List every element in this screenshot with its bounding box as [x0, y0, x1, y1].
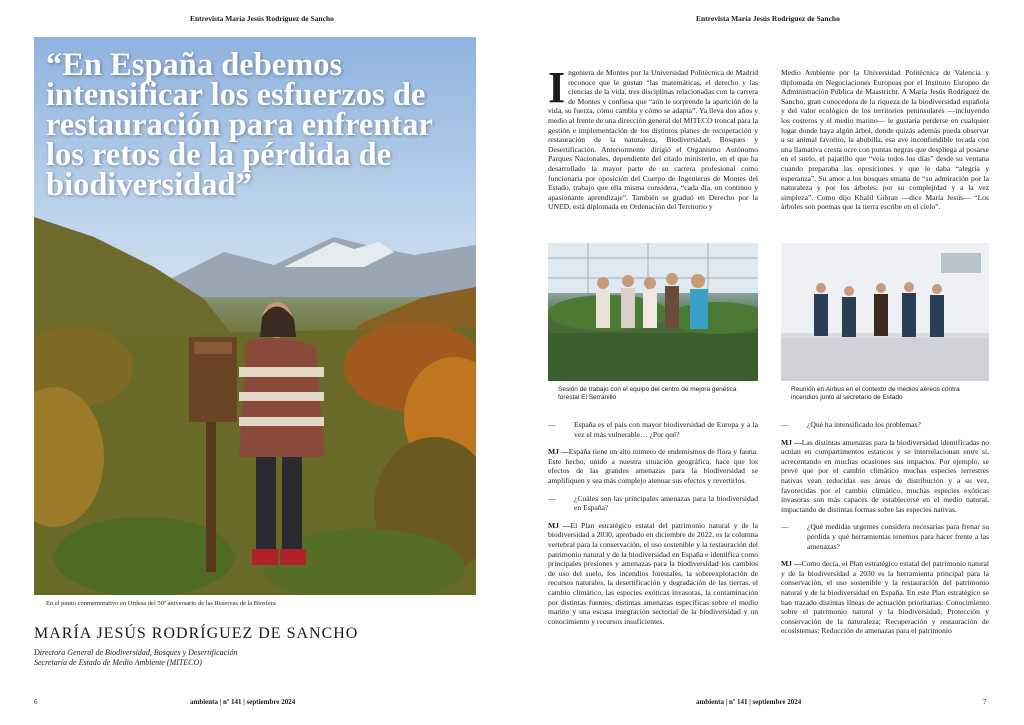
footer-right: ambienta | nº 141 | septiembre 2024: [696, 698, 802, 706]
answer-3: MJ —Las distintas amenazas para la biodiversidad identificadas no actúan en compartimentos estancos y se interrelacionan entre sí, acrecentando en muchas ocasiones sus impactos. Por ejemplo, se prevé que por el cambio climático muchas especies terrestres nativas vean reducidas sus áreas de distribución y a su vez, favorecidas por el cambio climático, muchas especies exóticas invasoras son más capaces de establecerse en el medio natural, impactando de distintas formas sobre las especies nativas.: [781, 437, 989, 514]
running-header-left: Entrevista María Jesús Rodríguez de Sancho: [190, 14, 334, 23]
answer-4: MJ —Como decía, el Plan estratégico estatal del patrimonio natural y de la biodiversidad a 2030 es la herramienta principal para la conservación, el uso sostenible y la restauración del patrimonio natural y de la biodiversidad en España. En este Plan estratégico se han trazado distintas líneas de actuación prioritarias: Conocimiento sobre el patrimonio natural y la biodiversidad; Protección y conservación de la naturaleza; Recuperación y restauración de ecosistemas; Reducción de amenazas para el patrimonio: [781, 559, 989, 636]
qa-column-1: [548, 420, 758, 626]
question-3: — ¿Qué ha intensificado los problemas?: [781, 420, 921, 429]
photo-caption-left: Sesión de trabajo con el equipo del centro de mejora genética forestal El Serranillo: [558, 386, 737, 401]
hero-caption: En el punto conmemorativo en Ordesa del 50º aniversario de las Reservas de la Biosfera: [46, 600, 276, 607]
question-4: — ¿Qué medidas urgentes considera necesarias para frenar su pérdida y qué herramientas tenemos para hacer frente a las amenazas?: [781, 522, 989, 551]
intro-column-1: [548, 63, 758, 212]
qa-column-2: [781, 420, 989, 636]
interviewee-name: MARÍA JESÚS RODRÍGUEZ DE SANCHO: [34, 625, 359, 642]
answer-2: MJ —El Plan estratégico estatal del patrimonio natural y de la biodiversidad a 2030, aprobado en diciembre de 2022, es la columna vertebral para la conservación, el uso sostenible y la restauración del patrimonio natural y de la biodiversidad en España e identifica como principales presiones y amenazas para la biodiversidad los cambios de uso del suelo, los incendios forestales, la sobreexplotación de recursos naturales, la desertificación y degradación de las tierras, el cambio climático, las especies exóticas invasoras, la contaminación por distintas fuentes, distintas amenazas específicas sobre el medio marino y una escasa integración sectorial de la biodiversidad y un conocimiento y recursos insuficientes.: [548, 520, 758, 626]
intro-text-1: ngeniera de Montes por la Universidad Politécnica de Madrid reconoce que le gustan “las matemáticas, el derecho y las ciencias de la vida, tres disciplinas relacionadas con la carrera de Montes y confiesa que “aún le sorprende la aparición de la vida, su fuerza, cómo cambia y cómo se adapta”. Ya lleva dos años y medio al frente de una dirección general del MITECO troncal para la gestión e implementación de los distintos planes de recuperación y restauración de la naturaleza, Biodiversidad, Bosques y Desertificación. Anteriormente dirigió el Organismo Autónomo Parques Nacionales, dependiente del citado ministerio, en el que ha desarrollado la mayor parte de su carrera profesional como funcionaria por oposición del Cuerpo de Ingenieros de Montes del Estado, trabajo que ella misma considera, “cada día, un continuo y apasionante aprendizaje”. También se graduó en Derecho por la UNED, está diplomada en Ordenación del Territorio y: [548, 68, 758, 212]
interviewee-org: Secretaría de Estado de Medio Ambiente (MITECO): [34, 658, 202, 667]
photo-airbus-meeting: [781, 243, 989, 381]
running-header-right: Entrevista María Jesús Rodríguez de Sancho: [696, 14, 840, 23]
page-number-left: 6: [34, 698, 38, 706]
question-dash: —: [548, 420, 556, 429]
footer-left: ambienta | nº 141 | septiembre 2024: [190, 698, 296, 706]
photo-caption-right: Reunión en Airbus en el contexto de medios aéreos contra incendios junto al secretario de Estado: [791, 386, 960, 401]
headline-quote: “En España debemos intensificar los esfuerzos de restauración para enfrentar los retos de la pérdida de biodiversidad”: [46, 47, 433, 203]
question-2: — ¿Cuáles son las principales amenazas para la biodiversidad en España?: [548, 493, 758, 513]
question-dash: —: [548, 493, 556, 503]
question-dash: —: [781, 522, 789, 532]
question-1: — España es el país con mayor biodiversidad de Europa y a la vez el más vulnerable… ¿Por qué?: [548, 420, 758, 439]
answer-1: MJ —España tiene un alto número de endemismos de flora y fauna. Este hecho, unido a nuestra situación geográfica, hace que los efectos de las grandes amenazas para la biodiversidad se amplifiquen y sea más complejo atenuar sus efectos y revertirlos.: [548, 447, 758, 485]
photo-greenhouse-team: [548, 243, 758, 381]
interviewee-role: Directora General de Biodiversidad, Bosques y Desertificación: [34, 648, 238, 657]
page-number-right: 7: [983, 698, 987, 706]
dropcap: I: [548, 63, 566, 112]
question-dash: —: [781, 420, 789, 429]
intro-column-2: Medio Ambiente por la Universidad Politécnica de Valencia y diplomada en Negociaciones Europeas por el Instituto Europeo de Administración Pública de Maastricht. A María Jesús Rodríguez de Sancho, gran conocedora de la riqueza de la biodiversidad española y del valor ecológico de los territorios peninsulares —incluyendo los costeros y el medio marino— le gustaría perderse en cualquier lugar donde haya algún árbol, donde quizás además pueda observar a su animal favorito, la abubilla, esa ave inconfundible tocada con una llamativa cresta ocre con puntas negras que despliega al posarse en el suelo, el pajarillo que “veía todos los días” desde su ventana cuando preparaba las oposiciones y que le daba “alegría y esperanza”. Su amor a los bosques emana de “su admiración por la naturaleza y por los árboles, por su complejidad y a la vez simpleza”. Como dijo Khalil Gibran —dice María Jesús— “Los árboles son poemas que la tierra escribe en el cielo”.: [781, 68, 989, 212]
